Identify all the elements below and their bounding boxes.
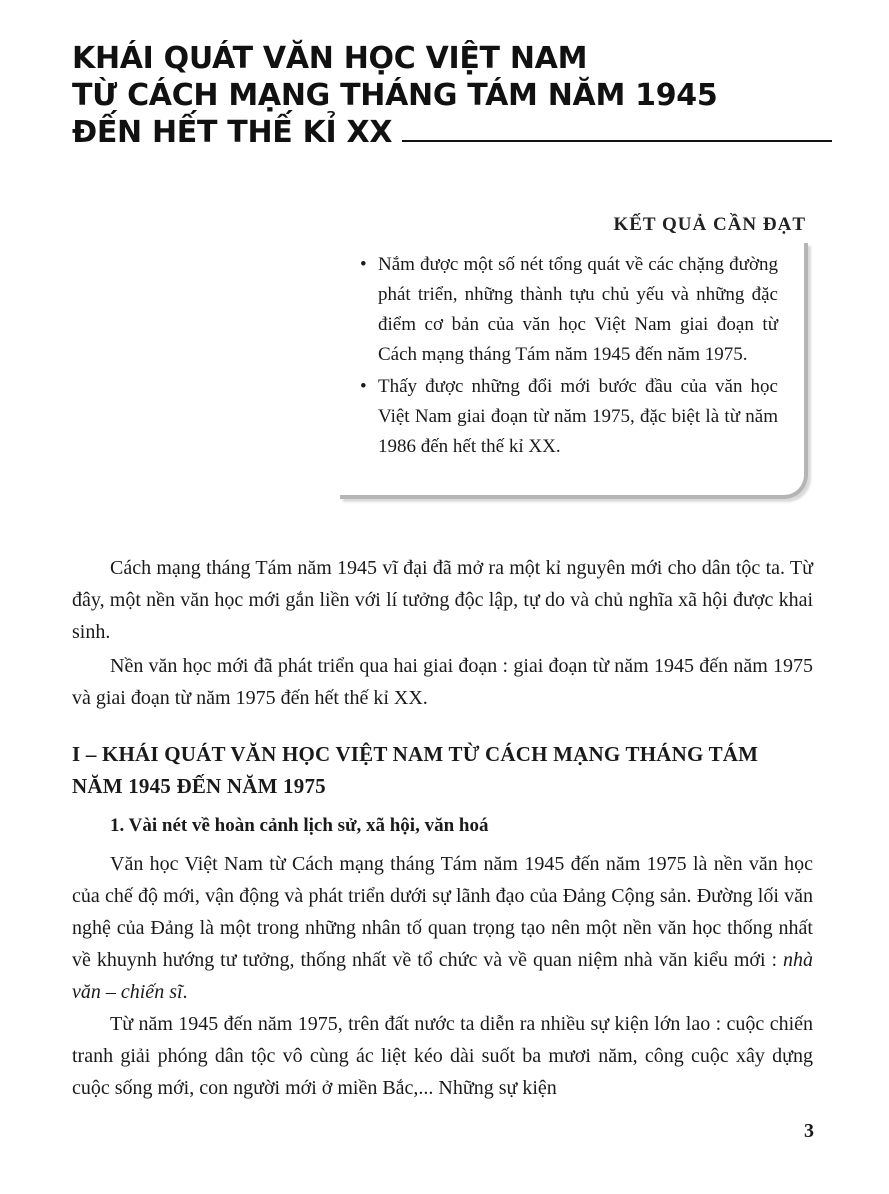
section-paragraph-1-italic: nhà văn – chiến sĩ bbox=[72, 949, 813, 1003]
outcome-item-1: • Nắm được một số nét tổng quát về các chặng đường phát triển, những thành tựu chủ yếu và những đặc điểm cơ bản của văn học Việt Nam giai đoạn từ Cách mạng tháng Tám năm 1945 đến năm 1975. bbox=[358, 250, 778, 370]
section-paragraph-1-end: . bbox=[182, 981, 188, 1003]
title-line-1: KHÁI QUÁT VĂN HỌC VIỆT NAM bbox=[72, 41, 588, 76]
learning-outcomes-list bbox=[358, 250, 778, 464]
page-number: 3 bbox=[804, 1120, 814, 1142]
chapter-title bbox=[72, 40, 832, 151]
section-paragraph-1-text: Văn học Việt Nam từ Cách mạng tháng Tám năm 1945 đến năm 1975 là nền văn học của chế độ mới, vận động và phát triển dưới sự lãnh đạo của Đảng Cộng sản. Đường lối văn nghệ của Đảng là một trong những nhân tố quan trọng tạo nên một nền văn học thống nhất về khuynh hướng tư tưởng, thống nhất về tổ chức và về quan niệm nhà văn kiểu mới : bbox=[72, 853, 813, 971]
section-paragraph-1 bbox=[72, 848, 813, 1008]
intro-paragraph-1: Cách mạng tháng Tám năm 1945 vĩ đại đã mở ra một kỉ nguyên mới cho dân tộc ta. Từ đây, một nền văn học mới gắn liền với lí tưởng độc lập, tự do và chủ nghĩa xã hội được khai sinh. bbox=[72, 557, 813, 643]
title-line-3: ĐẾN HẾT THẾ KỈ XX bbox=[72, 115, 393, 150]
outcome-item-2: • Thấy được những đổi mới bước đầu của văn học Việt Nam giai đoạn từ năm 1975, đặc biệt là từ năm 1986 đến hết thế kỉ XX. bbox=[358, 372, 778, 462]
title-line-3-wrapper bbox=[72, 114, 832, 151]
section-heading: I – KHÁI QUÁT VĂN HỌC VIỆT NAM TỪ CÁCH MẠNG THÁNG TÁM NĂM 1945 ĐẾN NĂM 1975 bbox=[72, 742, 759, 798]
section-subheading: 1. Vài nét về hoàn cảnh lịch sử, xã hội, văn hoá bbox=[110, 815, 489, 836]
intro-paragraph-2: Nền văn học mới đã phát triển qua hai giai đoạn : giai đoạn từ năm 1945 đến năm 1975 và giai đoạn từ năm 1975 đến hết thế kỉ XX. bbox=[72, 655, 813, 709]
section-paragraph-2: Từ năm 1945 đến năm 1975, trên đất nước ta diễn ra nhiều sự kiện lớn lao : cuộc chiến tranh giải phóng dân tộc vô cùng ác liệt kéo dài suốt ba mươi năm, công cuộc xây dựng cuộc sống mới, con người mới ở miền Bắc,... Những sự kiện bbox=[72, 1013, 813, 1099]
title-line-2: TỪ CÁCH MẠNG THÁNG TÁM NĂM 1945 bbox=[72, 78, 718, 113]
learning-outcomes-heading: KẾT QUẢ CẦN ĐẠT bbox=[613, 214, 806, 235]
title-underline-rule bbox=[402, 140, 832, 142]
